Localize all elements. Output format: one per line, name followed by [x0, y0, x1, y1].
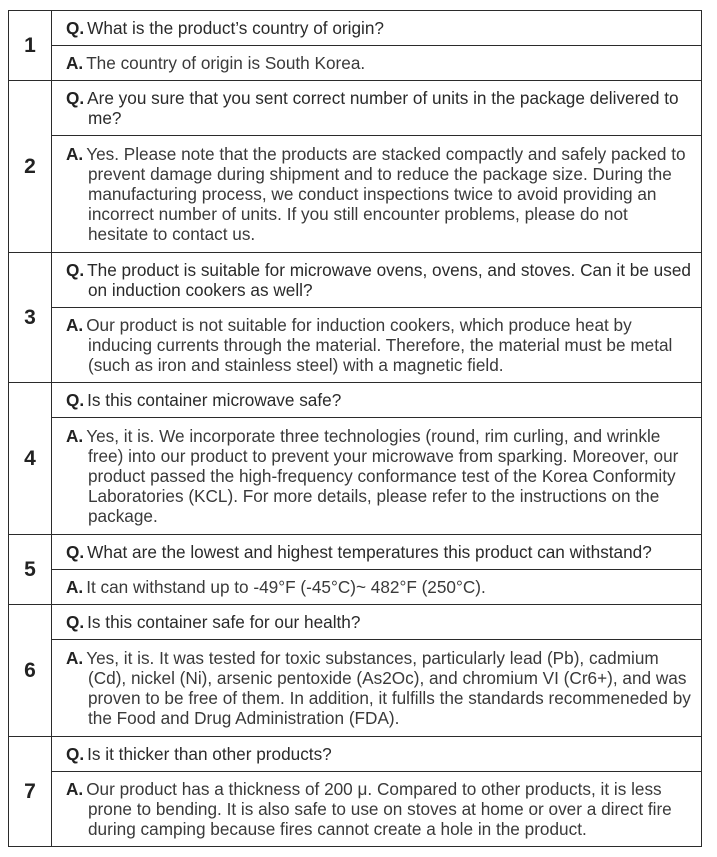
answer-label: A.: [66, 53, 84, 73]
faq-answer-row: [9, 136, 702, 253]
faq-item-number: 4: [9, 383, 52, 535]
answer-text: It can withstand up to -49°F (-45°C)~ 482°F (250°C).: [86, 577, 486, 597]
answer-text: The country of origin is South Korea.: [86, 53, 366, 73]
question-label: Q.: [66, 390, 85, 410]
answer-text: Our product has a thickness of 200 μ. Compared to other products, it is less prone to bending. It is also safe to use on stoves at home or over a direct fire during camping because fires cannot create a hole in the product.: [86, 779, 672, 839]
faq-item-number: 5: [9, 535, 52, 605]
faq-question: [52, 737, 702, 772]
faq-question: [52, 11, 702, 46]
question-label: Q.: [66, 542, 85, 562]
answer-label: A.: [66, 426, 84, 446]
faq-answer-row: [9, 772, 702, 847]
faq-answer-row: [9, 46, 702, 81]
faq-answer-row: [9, 570, 702, 605]
faq-answer-row: [9, 640, 702, 737]
faq-answer: [52, 570, 702, 605]
answer-label: A.: [66, 144, 84, 164]
question-text: Is this container microwave safe?: [87, 390, 342, 410]
answer-label: A.: [66, 648, 84, 668]
question-text: What is the product’s country of origin?: [87, 18, 384, 38]
question-text: Are you sure that you sent correct number of units in the package delivered to me?: [87, 88, 679, 128]
faq-question: [52, 535, 702, 570]
faq-answer: [52, 308, 702, 383]
faq-question: [52, 253, 702, 308]
question-label: Q.: [66, 744, 85, 764]
faq-question-row: [9, 81, 702, 136]
faq-answer: [52, 772, 702, 847]
faq-answer: [52, 640, 702, 737]
faq-question-row: [9, 605, 702, 640]
faq-question-row: [9, 383, 702, 418]
answer-text: Yes, it is. It was tested for toxic substances, particularly lead (Pb), cadmium (Cd), nickel (Ni), arsenic pentoxide (As2Oc), and chromium VI (Cr6+), and was proven to be free of them. In addition, it fulfills the standards recommeneded by the Food and Drug Administration (FDA).: [86, 648, 691, 728]
question-text: Is this container safe for our health?: [87, 612, 361, 632]
faq-question: [52, 605, 702, 640]
faq-answer: [52, 418, 702, 535]
faq-item-number: 7: [9, 737, 52, 847]
faq-item-number: 2: [9, 81, 52, 253]
faq-item-number: 6: [9, 605, 52, 737]
faq-question-row: [9, 253, 702, 308]
question-label: Q.: [66, 88, 85, 108]
faq-question: [52, 81, 702, 136]
answer-label: A.: [66, 779, 84, 799]
faq-question-row: [9, 11, 702, 46]
question-label: Q.: [66, 260, 85, 280]
faq-table: [8, 10, 702, 847]
answer-label: A.: [66, 315, 84, 335]
faq-item-number: 1: [9, 11, 52, 81]
faq-question: [52, 383, 702, 418]
question-text: The product is suitable for microwave ovens, ovens, and stoves. Can it be used on induction cookers as well?: [87, 260, 691, 300]
question-label: Q.: [66, 612, 85, 632]
faq-answer: [52, 46, 702, 81]
faq-question-row: [9, 535, 702, 570]
faq-item-number: 3: [9, 253, 52, 383]
faq-answer-row: [9, 308, 702, 383]
faq-question-row: [9, 737, 702, 772]
answer-label: A.: [66, 577, 84, 597]
faq-answer-row: [9, 418, 702, 535]
answer-text: Our product is not suitable for induction cookers, which produce heat by inducing currents through the material. Therefore, the material must be metal (such as iron and stainless steel) with a magnetic field.: [86, 315, 673, 375]
answer-text: Yes. Please note that the products are stacked compactly and safely packed to prevent damage during shipment and to reduce the package size. During the manufacturing process, we conduct inspections twice to avoid providing an incorrect number of units. If you still encounter problems, please do not hesitate to contact us.: [86, 144, 686, 244]
faq-answer: [52, 136, 702, 253]
question-label: Q.: [66, 18, 85, 38]
question-text: Is it thicker than other products?: [87, 744, 332, 764]
question-text: What are the lowest and highest temperatures this product can withstand?: [87, 542, 652, 562]
answer-text: Yes, it is. We incorporate three technologies (round, rim curling, and wrinkle free) into our product to prevent your microwave from sparking. Moreover, our product passed the high-frequency conformance test of the Korea Conformity Laboratories (KCL). For more details, please refer to the instructions on the package.: [86, 426, 679, 526]
